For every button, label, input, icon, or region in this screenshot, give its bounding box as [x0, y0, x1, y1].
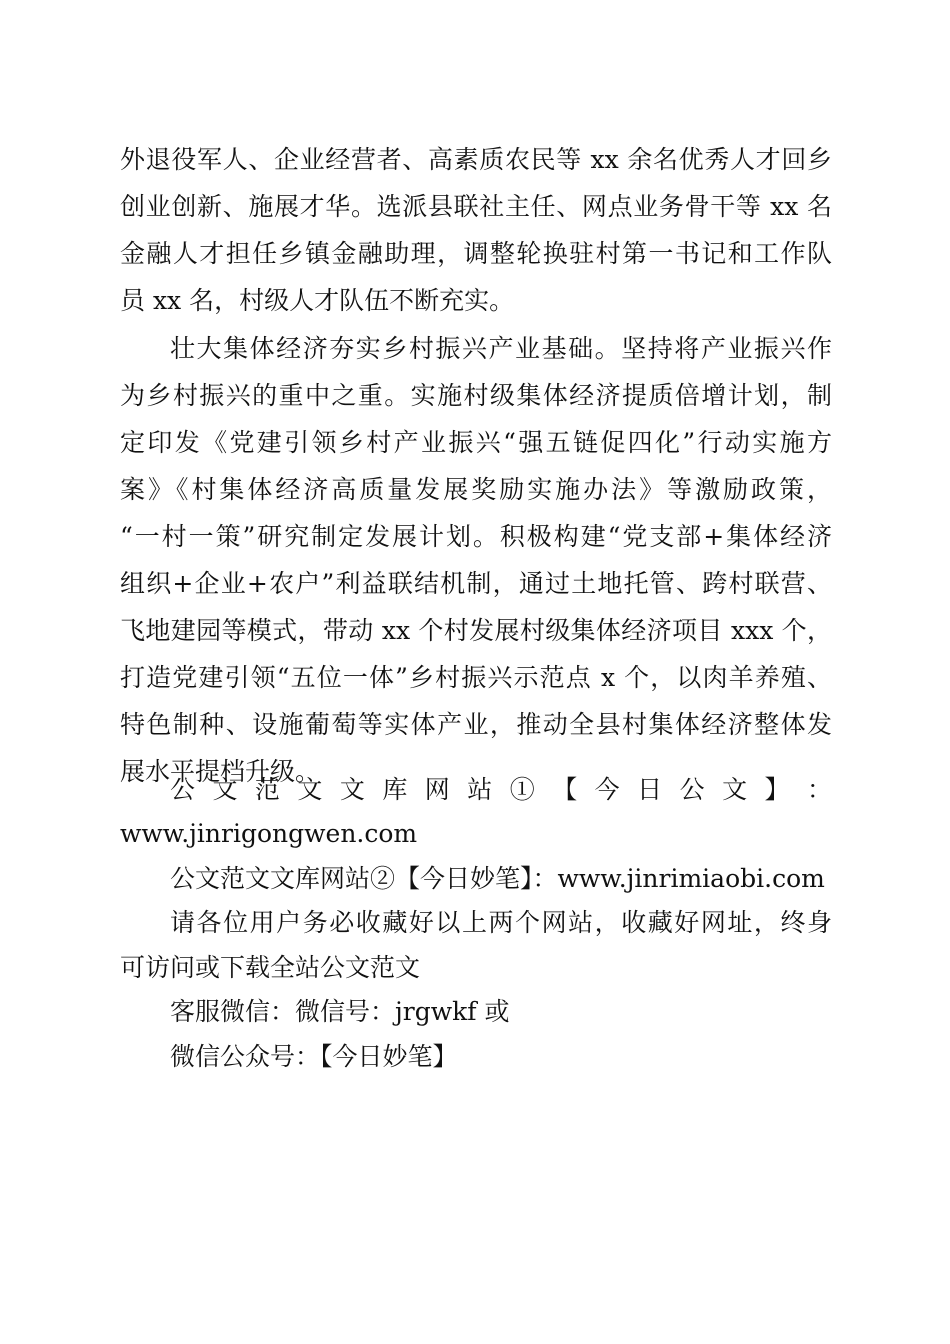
paragraph-2-line-2: 为乡村振兴的重中之重。实施村级集体经济提质倍增计划，制 [120, 381, 832, 410]
ad-official-account: 微信公众号：【今日妙笔】 [170, 1042, 458, 1071]
ad-site-1-url[interactable]: www.jinrigongwen.com [120, 819, 418, 848]
paragraph-2-line-4: 案》《村集体经济高质量发展奖励实施办法》等激励政策， [120, 475, 832, 504]
paragraph-1-line-1: 外退役军人、企业经营者、高素质农民等 xx 余名优秀人才回乡 [120, 145, 832, 174]
paragraph-2-line-8: 打造党建引领“五位一体”乡村振兴示范点 x 个，以肉羊养殖、 [120, 663, 832, 692]
ad-notice-line-1: 请各位用户务必收藏好以上两个网站，收藏好网址，终身 [170, 908, 832, 937]
ad-wechat-contact: 客服微信：微信号：jrgwkf 或 [170, 997, 510, 1026]
paragraph-1-line-2: 创业创新、施展才华。选派县联社主任、网点业务骨干等 xx 名 [120, 192, 832, 221]
ad-site-2[interactable]: 公文范文文库网站②【今日妙笔】：www.jinrimiaobi.com [170, 864, 825, 893]
paragraph-2-line-1: 壮大集体经济夯实乡村振兴产业基础。坚持将产业振兴作 [170, 334, 832, 363]
paragraph-2-line-9: 特色制种、设施葡萄等实体产业，推动全县村集体经济整体发 [120, 710, 832, 739]
paragraph-2-line-10: 展水平提档升级。 [120, 757, 321, 786]
paragraph-1-line-4: 员 xx 名，村级人才队伍不断充实。 [120, 286, 515, 315]
paragraph-2-line-6: 组织+企业+农户”利益联结机制，通过土地托管、跨村联营、 [120, 569, 832, 598]
ad-notice-line-2: 可访问或下载全站公文范文 [120, 953, 421, 982]
ad-site-1-label: 公 文 范 文 文 库 网 站 ① 【 今 日 公 文 】 ： [170, 775, 832, 804]
paragraph-2-line-7: 飞地建园等模式，带动 xx 个村发展村级集体经济项目 xxx 个， [120, 616, 832, 645]
paragraph-2-line-3: 定印发《党建引领乡村产业振兴“强五链促四化”行动实施方 [120, 428, 832, 457]
paragraph-2-line-5: “一村一策”研究制定发展计划。积极构建“党支部+集体经济 [120, 522, 832, 551]
paragraph-1-line-3: 金融人才担任乡镇金融助理，调整轮换驻村第一书记和工作队 [120, 239, 832, 268]
